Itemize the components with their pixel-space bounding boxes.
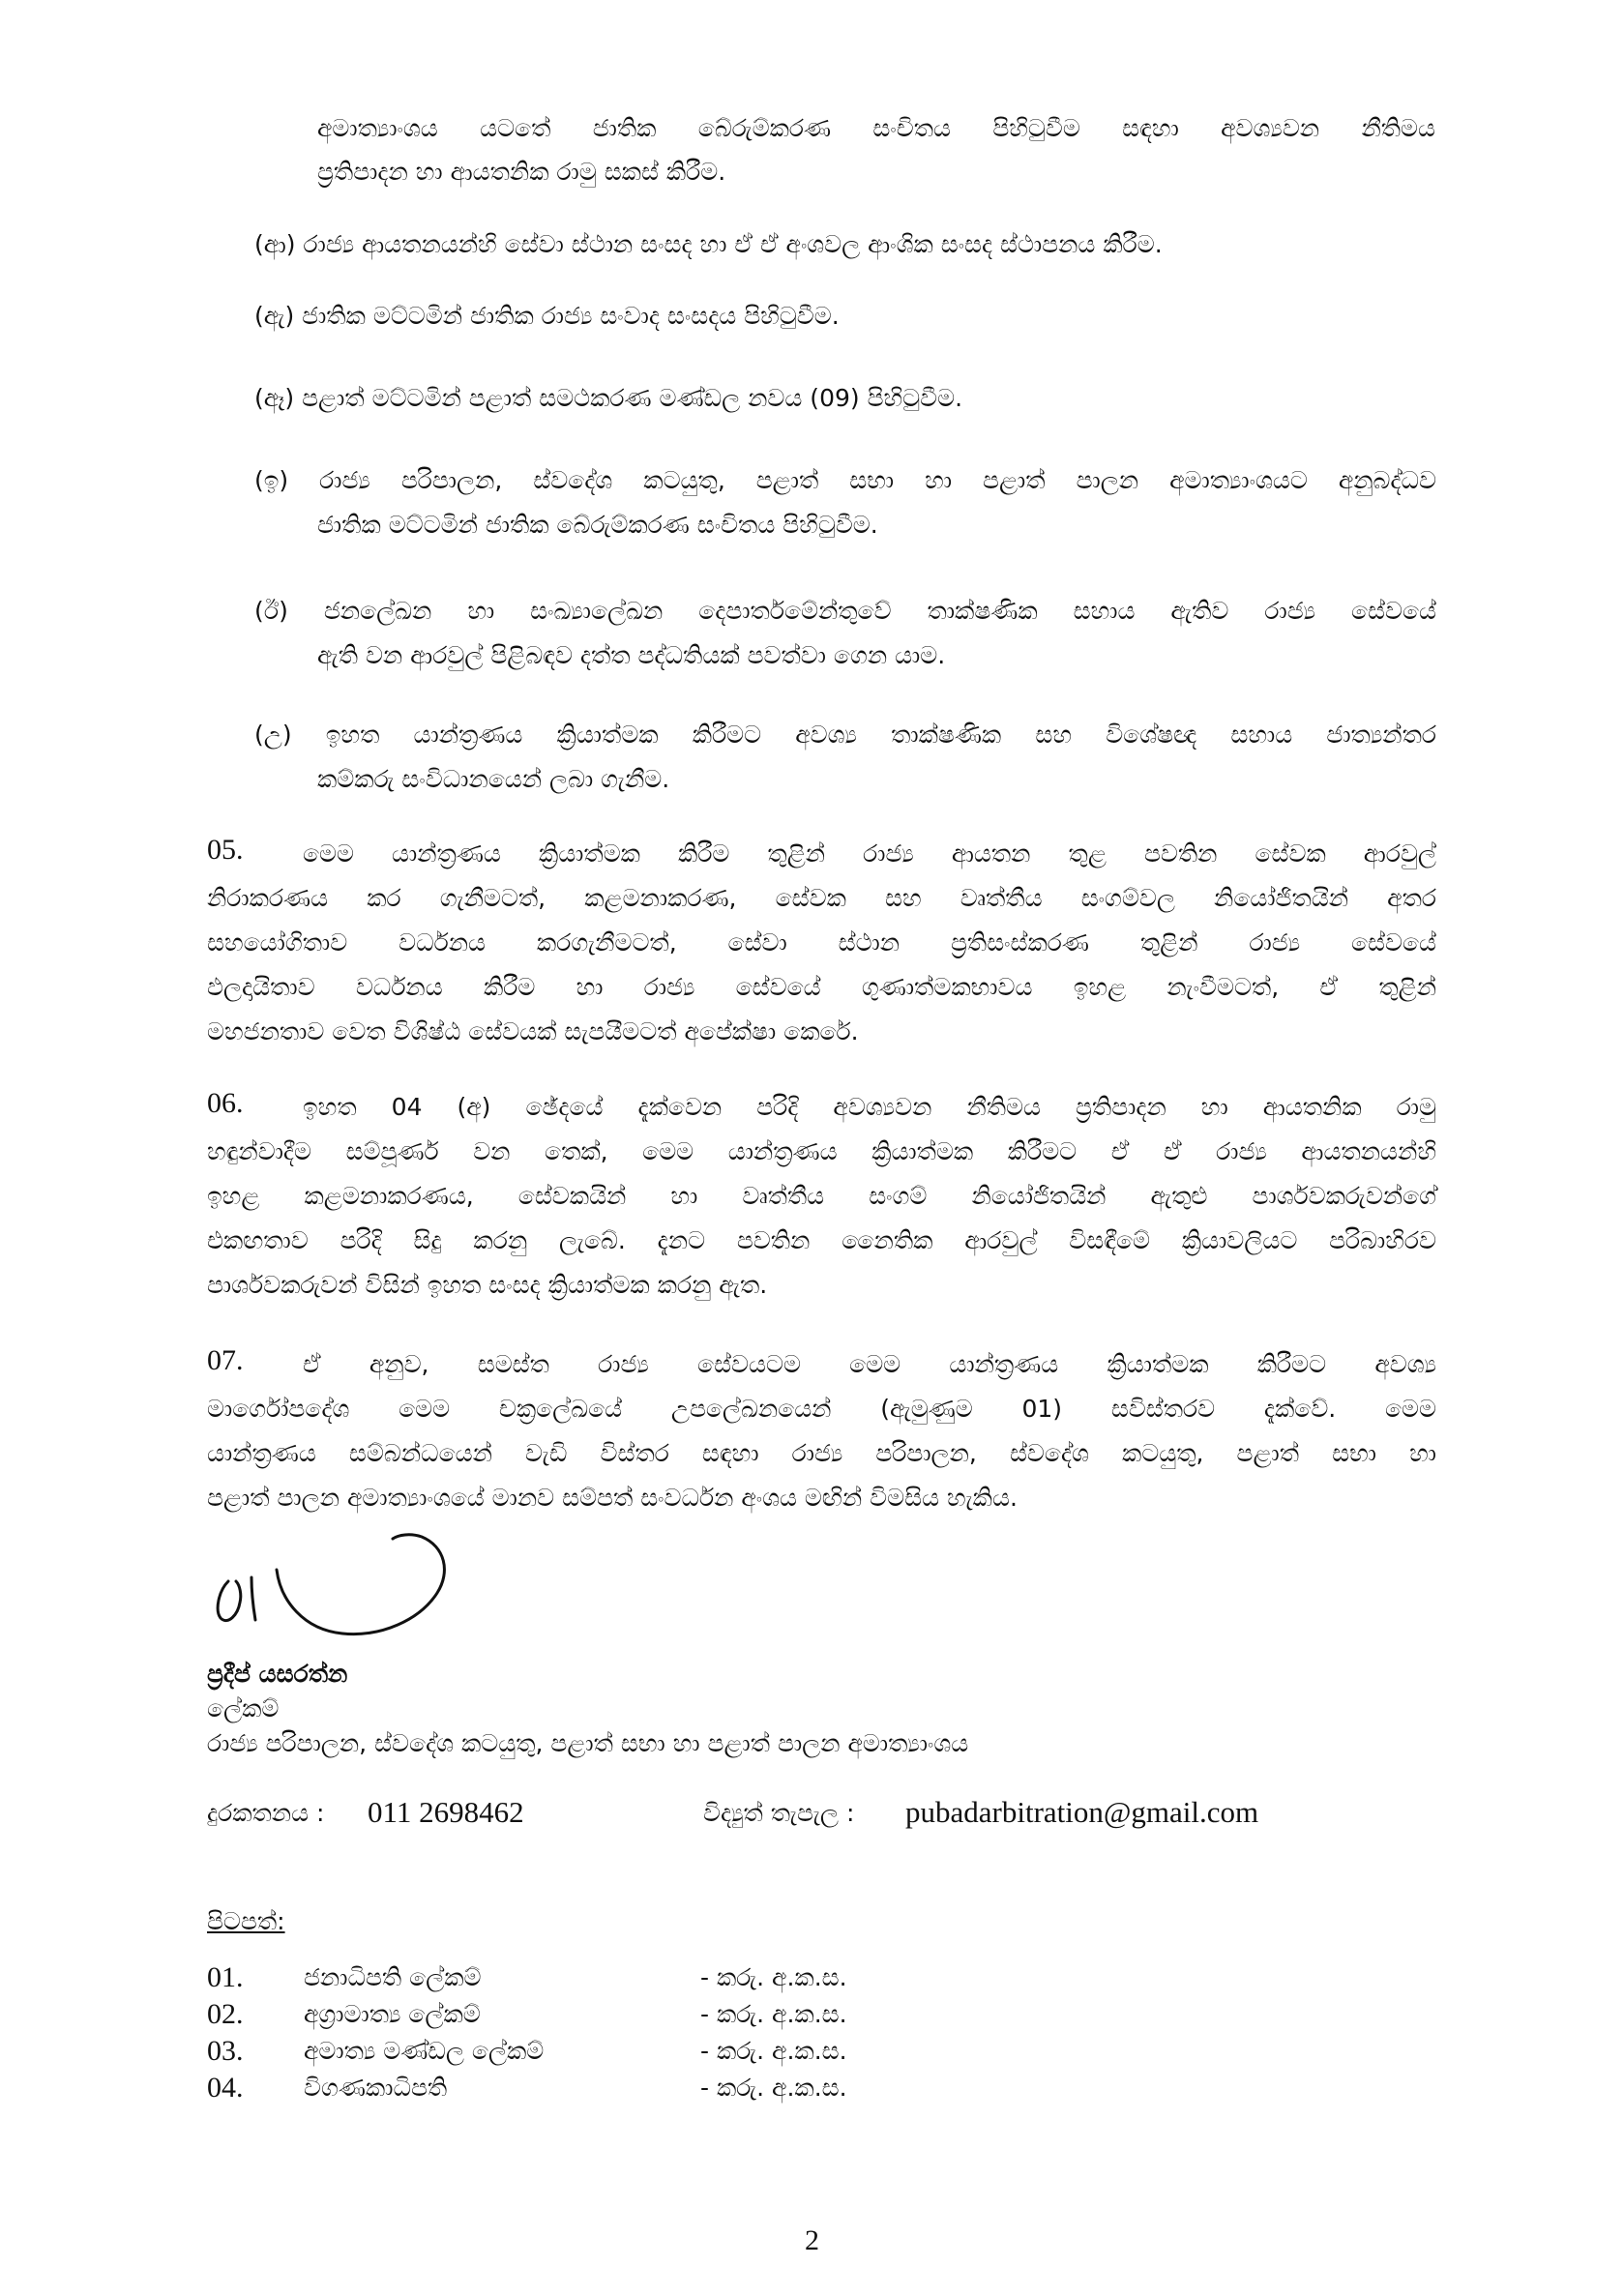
para-05-line: නිරාකරණය කර ගැනීමටත්, කළමනාකරණ, සේවක සහ වෘත්තීය සංගම්වල නියෝජිතයින් අතර — [207, 884, 1436, 912]
item-i-line2: ජාතික මට්ටමින් ජාතික බේරුම්කරණ සංචිතය පිහිටුවීම. — [317, 511, 878, 539]
item-u-line2: කම්කරු සංවිධානයෙන් ලබා ගැනීම. — [317, 765, 670, 793]
item-a-line2: ප්‍රතිපාදන හා ආයතනික රාමු සකස් කිරීම. — [317, 158, 726, 186]
copy-row-action: - කරු. අ.ක.ස. — [700, 2000, 847, 2028]
item-ae: (ඇ) ජාතික මට්ටමින් ජාතික රාජ්‍ය සංවාද සංසදය පිහිටුවීම. — [254, 302, 840, 330]
para-06-line: ඉහත 04 (අ) ඡේදයේ දැක්වෙන පරිදි අවශ්‍යවන නීතිමය ප්‍රතිපාදන හා ආයතනික රාමු — [303, 1093, 1436, 1121]
item-a-line1: අමාත්‍යාංශය යටතේ ජාතික බේරුම්කරණ සංචිතය පිහිටුවීම සඳහා අවශ්‍යවන නීතිමය — [317, 114, 1435, 142]
copy-row — [207, 1961, 942, 1994]
copy-row-number: 04. — [207, 2072, 244, 2104]
copy-row-number: 01. — [207, 1961, 244, 1993]
email-address: pubadarbitration@gmail.com — [905, 1795, 1259, 1829]
signatory-ministry: රාජ්‍ය පරිපාලන, ස්වදේශ කටයුතු, පළාත් සභා හා පළාත් පාලන අමාත්‍යාංශය — [207, 1729, 969, 1757]
page-number: 2 — [805, 2224, 819, 2256]
para-06-line: හඳුන්වාදීම සම්පූර්ණ වන තෙක්, මෙම යාන්ත්‍රණය ක්‍රියාත්මක කිරීමට ඒ ඒ රාජ්‍ය ආයතනයන්හි — [207, 1137, 1436, 1165]
para-06-line: ඉහළ කළමනාකරණය, සේවකයින් හා වෘත්තීය සංගම් නියෝජිතයින් ඇතුළු පාර්ශවකරුවන්ගේ — [207, 1182, 1436, 1210]
item-i-line1: (ඉ) රාජ්‍ය පරිපාලන, ස්වදේශ කටයුතු, පළාත් සභා හා පළාත් පාලන අමාත්‍යාංශයට අනුබද්ධව — [254, 466, 1436, 494]
para-07-line: පළාත් පාලන අමාත්‍යාංශයේ මානව සම්පත් සංවර්ධන අංශය මඟින් විමසිය හැකිය. — [207, 1484, 1018, 1512]
copy-row-name: විගණකාධිපති — [304, 2074, 448, 2102]
copy-row-action: - කරු. අ.ක.ස. — [700, 2037, 847, 2065]
para-05-line: ඵලදායිතාව වර්ධනය කිරීම හා රාජ්‍ය සේවයේ ගුණාත්මකභාවය ඉහළ නැංවීමටත්, ඒ තුළින් — [207, 973, 1436, 1001]
para-06-number: 06. — [207, 1087, 244, 1119]
para-07-line: මාර්ගෝපදේශ මෙම චක්‍රලේඛයේ උපලේඛනයෙන් (ඇමුණුම 01) සවිස්තරව දැක්වේ. මෙම — [207, 1395, 1436, 1423]
email-label: විද්‍යුත් තැපැල : — [703, 1799, 855, 1827]
item-ii-line1: (ඊ) ජනලේඛන හා සංඛ්‍යාලේඛන දෙපාර්තමේන්තුවේ තාක්ෂණික සහාය ඇතිව රාජ්‍ය සේවයේ — [254, 597, 1436, 625]
copy-row — [207, 2035, 942, 2068]
para-05-line: මහජනතාව වෙත විශිෂ්ඨ සේවයක් සැපයීමටත් අපේක්ෂා කෙරේ. — [207, 1017, 859, 1045]
signatory-name: ප්‍රදීප් යසරත්න — [207, 1660, 348, 1688]
para-05-line: මෙම යාන්ත්‍රණය ක්‍රියාත්මක කිරීම තුළින් රාජ්‍ය ආයතන තුළ පවතින සේවක ආරවුල් — [303, 839, 1436, 868]
copy-row-number: 03. — [207, 2035, 244, 2067]
para-06-line: එකඟතාව පරිදි සිදු කරනු ලැබේ. දැනට පවතින නෛතික ආරවුල් විසඳීමේ ක්‍රියාවලියට පරිබාහිරව — [207, 1226, 1436, 1254]
copy-row-action: - කරු. අ.ක.ස. — [700, 2074, 847, 2102]
handwritten-signature — [207, 1514, 497, 1659]
phone-number: 011 2698462 — [368, 1795, 524, 1829]
copy-row-number: 02. — [207, 1998, 244, 2030]
copy-row-name: අමාත්‍ය මණ්ඩල ලේකම් — [304, 2037, 545, 2065]
phone-label: දුරකතනය : — [207, 1799, 325, 1827]
item-u-line1: (උ) ඉහත යාන්ත්‍රණය ක්‍රියාත්මක කිරීමට අවශ්‍ය තාක්ෂණික සහ විශේෂඥ සහාය ජාත්‍යන්තර — [254, 721, 1436, 749]
copies-heading: පිටපත්: — [207, 1907, 285, 1935]
para-05-number: 05. — [207, 834, 244, 866]
para-07-line: යාන්ත්‍රණය සම්බන්ධයෙන් වැඩි විස්තර සඳහා රාජ්‍ය පරිපාලන, ස්වදේශ කටයුතු, පළාත් සභා හා — [207, 1439, 1436, 1467]
item-aa: (ආ) රාජ්‍ය ආයතනයන්හි සේවා ස්ථාන සංසද හා ඒ ඒ අංශවල ආංශික සංසද ස්ථාපනය කිරීම. — [254, 230, 1163, 258]
copy-row-name: අග්‍රාමාත්‍ය ලේකම් — [304, 2000, 481, 2028]
copy-row — [207, 2072, 942, 2105]
para-06-line: පාර්ශවකරුවන් විසින් ඉහත සංසද ක්‍රියාත්මක කරනු ඇත. — [207, 1271, 768, 1299]
para-07-number: 07. — [207, 1344, 244, 1376]
copy-row — [207, 1998, 942, 2031]
item-aee: (ඈ) පළාත් මට්ටමින් පළාත් සමථකරණ මණ්ඩල නවය (09) පිහිටුවීම. — [254, 384, 963, 412]
para-05-line: සහයෝගිතාව වර්ධනය කරගැනීමටත්, සේවා ස්ථාන ප්‍රතිසංස්කරණ තුළින් රාජ්‍ය සේවයේ — [207, 928, 1436, 957]
signatory-title: ලේකම් — [207, 1694, 280, 1722]
copy-row-name: ජනාධිපති ලේකම් — [304, 1963, 482, 1991]
item-ii-line2: ඇති වන ආරවුල් පිළිබඳව දත්ත පද්ධතියක් පවත්වා ගෙන යාම. — [317, 641, 946, 669]
copy-row-action: - කරු. අ.ක.ස. — [700, 1963, 847, 1991]
para-07-line: ඒ අනුව, සමස්ත රාජ්‍ය සේවයටම මෙම යාන්ත්‍රණය ක්‍රියාත්මක කිරීමට අවශ්‍ය — [303, 1350, 1436, 1378]
